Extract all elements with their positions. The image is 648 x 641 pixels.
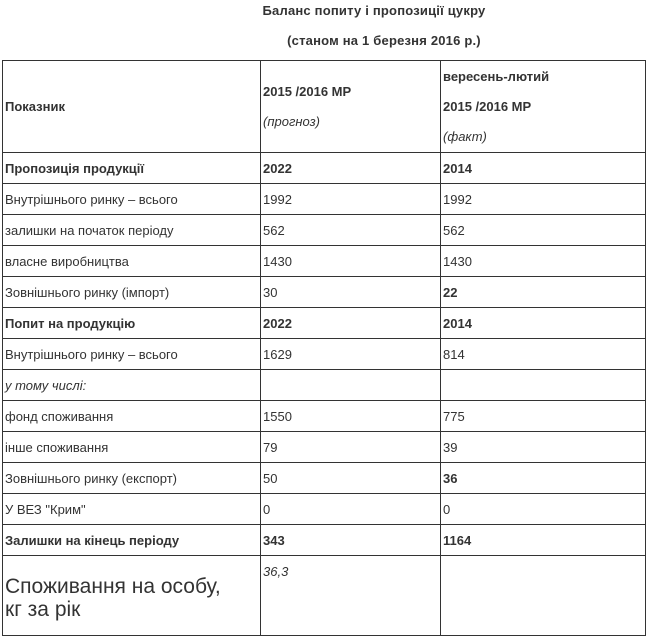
row-fact: 775 xyxy=(441,401,646,432)
row-label: власне виробництва xyxy=(3,246,261,277)
row-label: Зовнішнього ринку (імпорт) xyxy=(3,277,261,308)
header-fact-period: 2015 /2016 МР xyxy=(443,98,532,114)
row-forecast: 0 xyxy=(261,494,441,525)
header-forecast-note: (прогноз) xyxy=(263,113,320,129)
row-label: залишки на початок періоду xyxy=(3,215,261,246)
row-label: Зовнішнього ринку (експорт) xyxy=(3,463,261,494)
row-forecast: 562 xyxy=(261,215,441,246)
row-fact: 2014 xyxy=(441,308,646,339)
table-row xyxy=(3,525,646,556)
row-forecast: 50 xyxy=(261,463,441,494)
row-fact: 39 xyxy=(441,432,646,463)
table-row xyxy=(3,370,646,401)
row-fact: 1430 xyxy=(441,246,646,277)
row-fact: 2014 xyxy=(441,153,646,184)
table-row xyxy=(3,556,646,636)
table-row xyxy=(3,494,646,525)
row-forecast: 1629 xyxy=(261,339,441,370)
table-row xyxy=(3,308,646,339)
row-label: Залишки на кінець періоду xyxy=(3,525,261,556)
row-fact: 562 xyxy=(441,215,646,246)
row-forecast: 36,3 xyxy=(261,556,441,636)
row-forecast: 343 xyxy=(261,525,441,556)
row-label: Внутрішнього ринку – всього xyxy=(3,339,261,370)
row-label xyxy=(3,556,261,636)
table-row xyxy=(3,339,646,370)
table-row xyxy=(3,153,646,184)
row-forecast: 1550 xyxy=(261,401,441,432)
row-fact: 1164 xyxy=(441,525,646,556)
row-label: У ВЕЗ "Крим" xyxy=(3,494,261,525)
table-row xyxy=(3,401,646,432)
row-fact: 814 xyxy=(441,339,646,370)
header-forecast xyxy=(261,61,441,153)
row-label-line1: Споживання на особу, xyxy=(5,574,221,598)
row-forecast: 30 xyxy=(261,277,441,308)
row-label: Попит на продукцію xyxy=(3,308,261,339)
balance-table xyxy=(2,60,646,636)
row-label: у тому числі: xyxy=(3,370,261,401)
row-fact: 1992 xyxy=(441,184,646,215)
row-fact: 22 xyxy=(441,277,646,308)
row-label: фонд споживання xyxy=(3,401,261,432)
row-label: Пропозиція продукції xyxy=(3,153,261,184)
row-fact xyxy=(441,370,646,401)
row-forecast: 1992 xyxy=(261,184,441,215)
row-forecast xyxy=(261,370,441,401)
row-forecast: 1430 xyxy=(261,246,441,277)
table-row xyxy=(3,432,646,463)
page-subtitle: (станом на 1 березня 2016 р.) xyxy=(287,33,481,48)
table-row xyxy=(3,184,646,215)
row-forecast: 2022 xyxy=(261,308,441,339)
header-indicator: Показник xyxy=(3,61,261,153)
row-fact: 0 xyxy=(441,494,646,525)
row-fact xyxy=(441,556,646,636)
table-row xyxy=(3,463,646,494)
row-fact: 36 xyxy=(441,463,646,494)
row-forecast: 79 xyxy=(261,432,441,463)
page-title: Баланс попиту і пропозиції цукру xyxy=(262,3,486,18)
header-fact-note: (факт) xyxy=(443,128,487,144)
table-row xyxy=(3,215,646,246)
table-row xyxy=(3,277,646,308)
header-fact-months: вересень-лютий xyxy=(443,68,550,84)
row-forecast: 2022 xyxy=(261,153,441,184)
row-label: інше споживання xyxy=(3,432,261,463)
header-fact xyxy=(441,61,646,153)
row-label-line2: кг за рік xyxy=(5,597,81,621)
table-row xyxy=(3,246,646,277)
header-forecast-period: 2015 /2016 МР xyxy=(263,83,352,99)
table-header-row xyxy=(3,61,646,153)
row-label: Внутрішнього ринку – всього xyxy=(3,184,261,215)
